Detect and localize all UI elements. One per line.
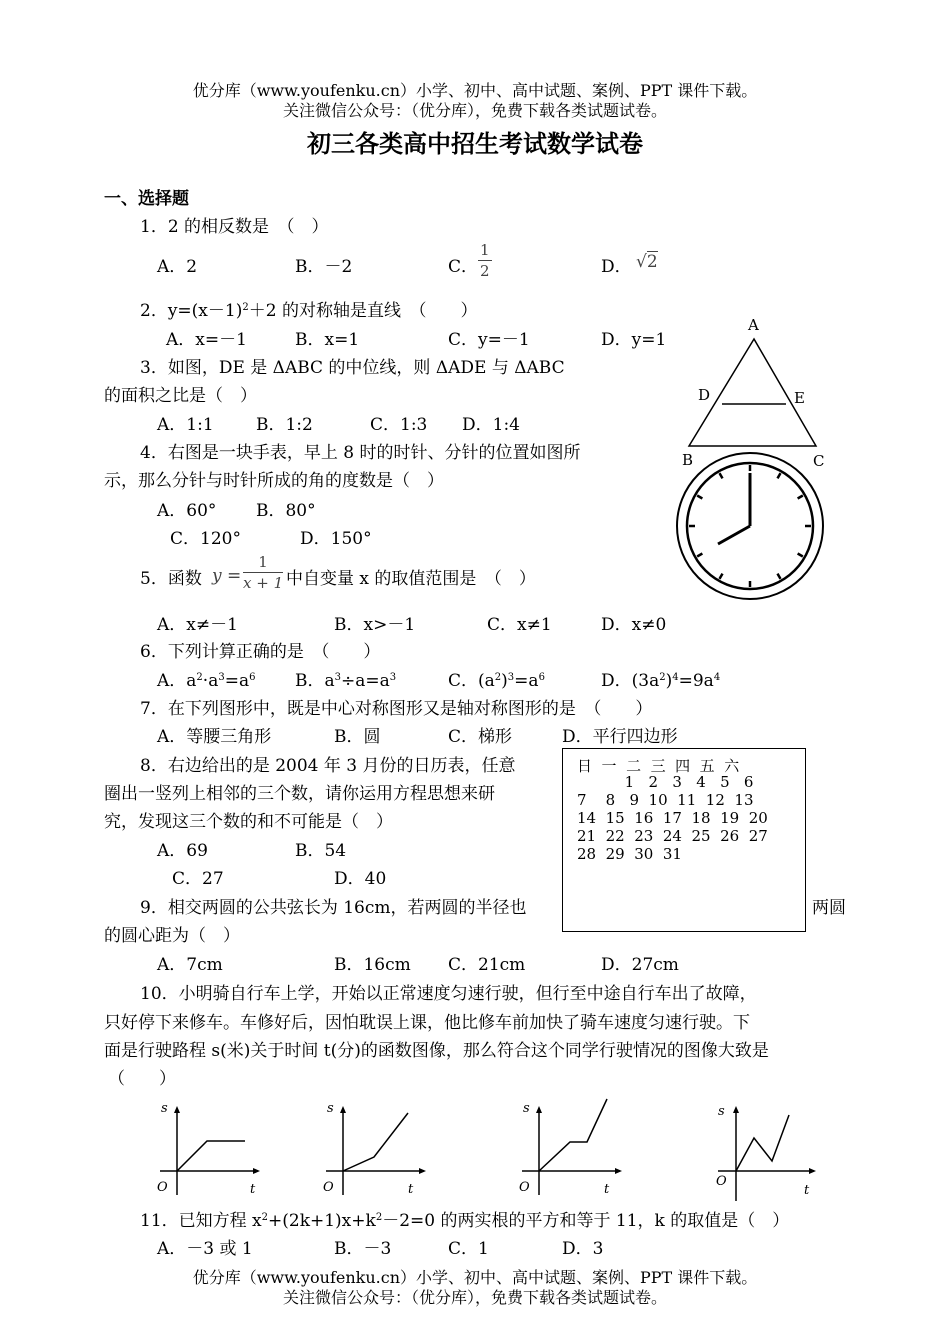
- q9-option-a: A．7cm: [157, 955, 223, 975]
- q8-stem-line-1: 8．右边给出的是 2004 年 3 月份的日历表，任意: [140, 756, 516, 776]
- graph-b: [316, 1095, 436, 1205]
- q11-option-b: B．－3: [334, 1239, 392, 1259]
- q6-option-c: C．$(a^2)^3=a^6$: [448, 671, 545, 691]
- fraction-numerator: 1: [480, 241, 490, 259]
- watch-tick: [697, 496, 702, 499]
- axis-label-s: s: [161, 1101, 168, 1116]
- q3-option-a: A．1:1: [157, 415, 214, 435]
- q10-line-4: （ ）: [108, 1069, 176, 1089]
- x-axis-arrow: [809, 1168, 816, 1174]
- calendar-row: 14 15 16 17 18 19 20: [577, 809, 768, 827]
- q11-stem: 11．已知方程 $x^2+(2k+1)x+k^2-2=0$ 的两实根的平方和等于 11，k 的取值是（ ）: [140, 1211, 790, 1231]
- q5-option-b: B．x>－1: [334, 615, 416, 635]
- q9-stem-line-2: 的圆心距为（ ）: [104, 926, 240, 946]
- label-a: A: [748, 316, 759, 334]
- q7-option-b: B．圆: [334, 727, 381, 747]
- calendar-row: 28 29 30 31: [577, 845, 682, 863]
- calendar-weekday-row: 日 一 二 三 四 五 六: [577, 757, 740, 775]
- watch-tick: [697, 554, 702, 557]
- x-axis-arrow: [253, 1168, 260, 1174]
- x-axis-arrow: [419, 1168, 426, 1174]
- origin-label: O: [323, 1180, 334, 1195]
- hour-hand: [718, 526, 750, 544]
- q5-option-c: C．x≠1: [487, 615, 552, 635]
- q8-option-a: A．69: [157, 841, 208, 861]
- watch-tick: [778, 574, 781, 579]
- q5-function-y: y =: [212, 566, 242, 586]
- q2-option-b: B．x=1: [295, 330, 360, 350]
- q4-option-a: A．60°: [157, 501, 217, 521]
- q6-option-d: D．$(3a^2)^4=9a^4$: [601, 671, 721, 691]
- q3-option-c: C．1:3: [370, 415, 428, 435]
- q6-option-a: A．$a^2\cdot a^3=a^6$: [157, 671, 256, 691]
- q9-option-c: C．21cm: [448, 955, 526, 975]
- q9-option-b: B．16cm: [334, 955, 411, 975]
- q8-option-b: B．54: [295, 841, 347, 861]
- q5-stem-a: 5．函数: [140, 569, 202, 589]
- q5-fraction: [243, 552, 283, 593]
- watch-tick: [778, 473, 781, 478]
- fraction-denominator: 2: [480, 262, 490, 280]
- axis-label-t: t: [250, 1182, 256, 1197]
- graph-c: [512, 1095, 632, 1205]
- q2-option-a: A．x=－1: [166, 330, 247, 350]
- watch-tick: [720, 574, 723, 579]
- calendar-row: 7 8 9 10 11 12 13: [577, 791, 754, 809]
- q9-option-d: D．27cm: [601, 955, 679, 975]
- watch-tick: [798, 496, 803, 499]
- q2-option-c: C．y=－1: [448, 330, 530, 350]
- q4-stem-line-2: 示，那么分针与时针所成的角的度数是（ ）: [104, 471, 444, 491]
- q9-stem-a: 9．相交两圆的公共弦长为 16cm，若两圆的半径也: [140, 898, 527, 918]
- q10-line-2: 只好停下来修车。车修好后，因怕耽误上课，他比修车前加快了骑车速度匀速行驶。下: [104, 1013, 750, 1033]
- q6-option-b: B．$a^3\div a=a^3$: [295, 671, 397, 691]
- header-line-1: 优分库（www.youfenku.cn）小学、初中、高中试题、案例、PPT 课件下载。: [192, 81, 758, 100]
- y-axis-arrow: [174, 1106, 180, 1113]
- calendar-row: 21 22 23 24 25 26 27: [577, 827, 768, 845]
- axis-label-s: s: [327, 1101, 334, 1116]
- q8-option-c: C．27: [172, 869, 224, 889]
- radical-sign: √: [636, 252, 647, 272]
- graph-curve: [343, 1113, 408, 1171]
- q8-stem-line-2: 圈出一竖列上相邻的三个数，请你运用方程思想来研: [104, 784, 495, 804]
- q4-option-b: B．80°: [256, 501, 316, 521]
- graph-a: [150, 1095, 270, 1205]
- q1-option-d: D．: [601, 257, 632, 277]
- q7-option-a: A．等腰三角形: [157, 727, 272, 747]
- axis-label-t: t: [408, 1182, 414, 1197]
- q5-option-d: D．x≠0: [601, 615, 667, 635]
- axis-label-t: t: [804, 1183, 810, 1198]
- fraction-denominator: x + 1: [243, 574, 284, 592]
- q5-option-a: A．x≠－1: [157, 615, 238, 635]
- q1-option-c-fraction: [478, 240, 492, 281]
- q2-option-d: D．y=1: [601, 330, 667, 350]
- section-heading: 一、选择题: [104, 189, 189, 209]
- header-line-2: 关注微信公众号：（优分库），免费下载各类试题试卷。: [282, 101, 667, 120]
- label-b: B: [682, 451, 694, 469]
- graph-curve: [177, 1141, 245, 1171]
- q1-stem: 1．2 的相反数是 （ ）: [140, 217, 329, 237]
- q1-option-a: A．2: [157, 257, 198, 277]
- q9-stem-b: 两圆: [812, 898, 846, 918]
- graph-curve: [736, 1115, 789, 1171]
- q6-stem: 6．下列计算正确的是 （ ）: [140, 642, 381, 662]
- y-axis-arrow: [733, 1106, 739, 1113]
- q4-option-d: D．150°: [300, 529, 372, 549]
- q10-line-3: 面是行驶路程 s(米)关于时间 t(分)的函数图像，那么符合这个同学行驶情况的图像大致是: [104, 1041, 769, 1061]
- label-e: E: [794, 389, 805, 407]
- q3-option-b: B．1:2: [256, 415, 313, 435]
- calendar-row: 1 2 3 4 5 6: [577, 773, 754, 791]
- origin-label: O: [716, 1174, 727, 1189]
- origin-label: O: [157, 1180, 168, 1195]
- watch-tick: [720, 473, 723, 478]
- q3-stem-line-2: 的面积之比是（ ）: [104, 386, 257, 406]
- axis-label-s: s: [718, 1104, 725, 1119]
- footer-line-2: 关注微信公众号：（优分库），免费下载各类试题试卷。: [282, 1288, 667, 1307]
- q3-option-d: D．1:4: [462, 415, 520, 435]
- watch-figure: [672, 448, 828, 604]
- y-axis-arrow: [340, 1106, 346, 1113]
- q1-option-b: B．－2: [295, 257, 353, 277]
- origin-label: O: [519, 1180, 530, 1195]
- q2-stem: 2．$y=(x-1)^2+2$ 的对称轴是直线 （ ）: [140, 301, 478, 321]
- q5-stem-b: 中自变量 x 的取值范围是 （ ）: [286, 569, 536, 589]
- q8-option-d: D．40: [334, 869, 387, 889]
- q10-line-1: 10．小明骑自行车上学，开始以正常速度匀速行驶，但行至中途自行车出了故障，: [140, 984, 757, 1004]
- q11-option-d: D．3: [562, 1239, 604, 1259]
- x-axis-arrow: [615, 1168, 622, 1174]
- q7-option-d: D．平行四边形: [562, 727, 678, 747]
- q11-option-c: C．1: [448, 1239, 489, 1259]
- q11-option-a: A．－3 或 1: [157, 1239, 253, 1259]
- axis-label-s: s: [523, 1101, 530, 1116]
- fraction-numerator: 1: [243, 552, 283, 573]
- q1-option-c: C．: [448, 257, 479, 277]
- q7-option-c: C．梯形: [448, 727, 513, 747]
- page-title: 初三各类高中招生考试数学试卷: [307, 129, 643, 158]
- y-axis-arrow: [536, 1106, 542, 1113]
- q4-option-c: C．120°: [170, 529, 241, 549]
- footer-line-1: 优分库（www.youfenku.cn）小学、初中、高中试题、案例、PPT 课件下载。: [192, 1268, 758, 1287]
- graph-d: [706, 1095, 826, 1205]
- axis-label-t: t: [604, 1182, 610, 1197]
- q1-option-d-sqrt: [636, 252, 658, 272]
- q3-stem-line-1: 3．如图，DE 是 ΔABC 的中位线，则 ΔADE 与 ΔABC: [140, 358, 565, 378]
- watch-tick: [798, 554, 803, 557]
- q8-stem-line-3: 究，发现这三个数的和不可能是（ ）: [104, 812, 393, 832]
- q7-stem: 7．在下列图形中，既是中心对称图形又是轴对称图形的是 （ ）: [140, 699, 653, 719]
- calendar-box: [562, 748, 806, 932]
- label-d: D: [698, 386, 711, 404]
- q4-stem-line-1: 4．右图是一块手表，早上 8 时的时针、分针的位置如图所: [140, 443, 581, 463]
- radicand: 2: [646, 252, 658, 272]
- graph-curve: [539, 1099, 607, 1171]
- label-c: C: [813, 452, 825, 470]
